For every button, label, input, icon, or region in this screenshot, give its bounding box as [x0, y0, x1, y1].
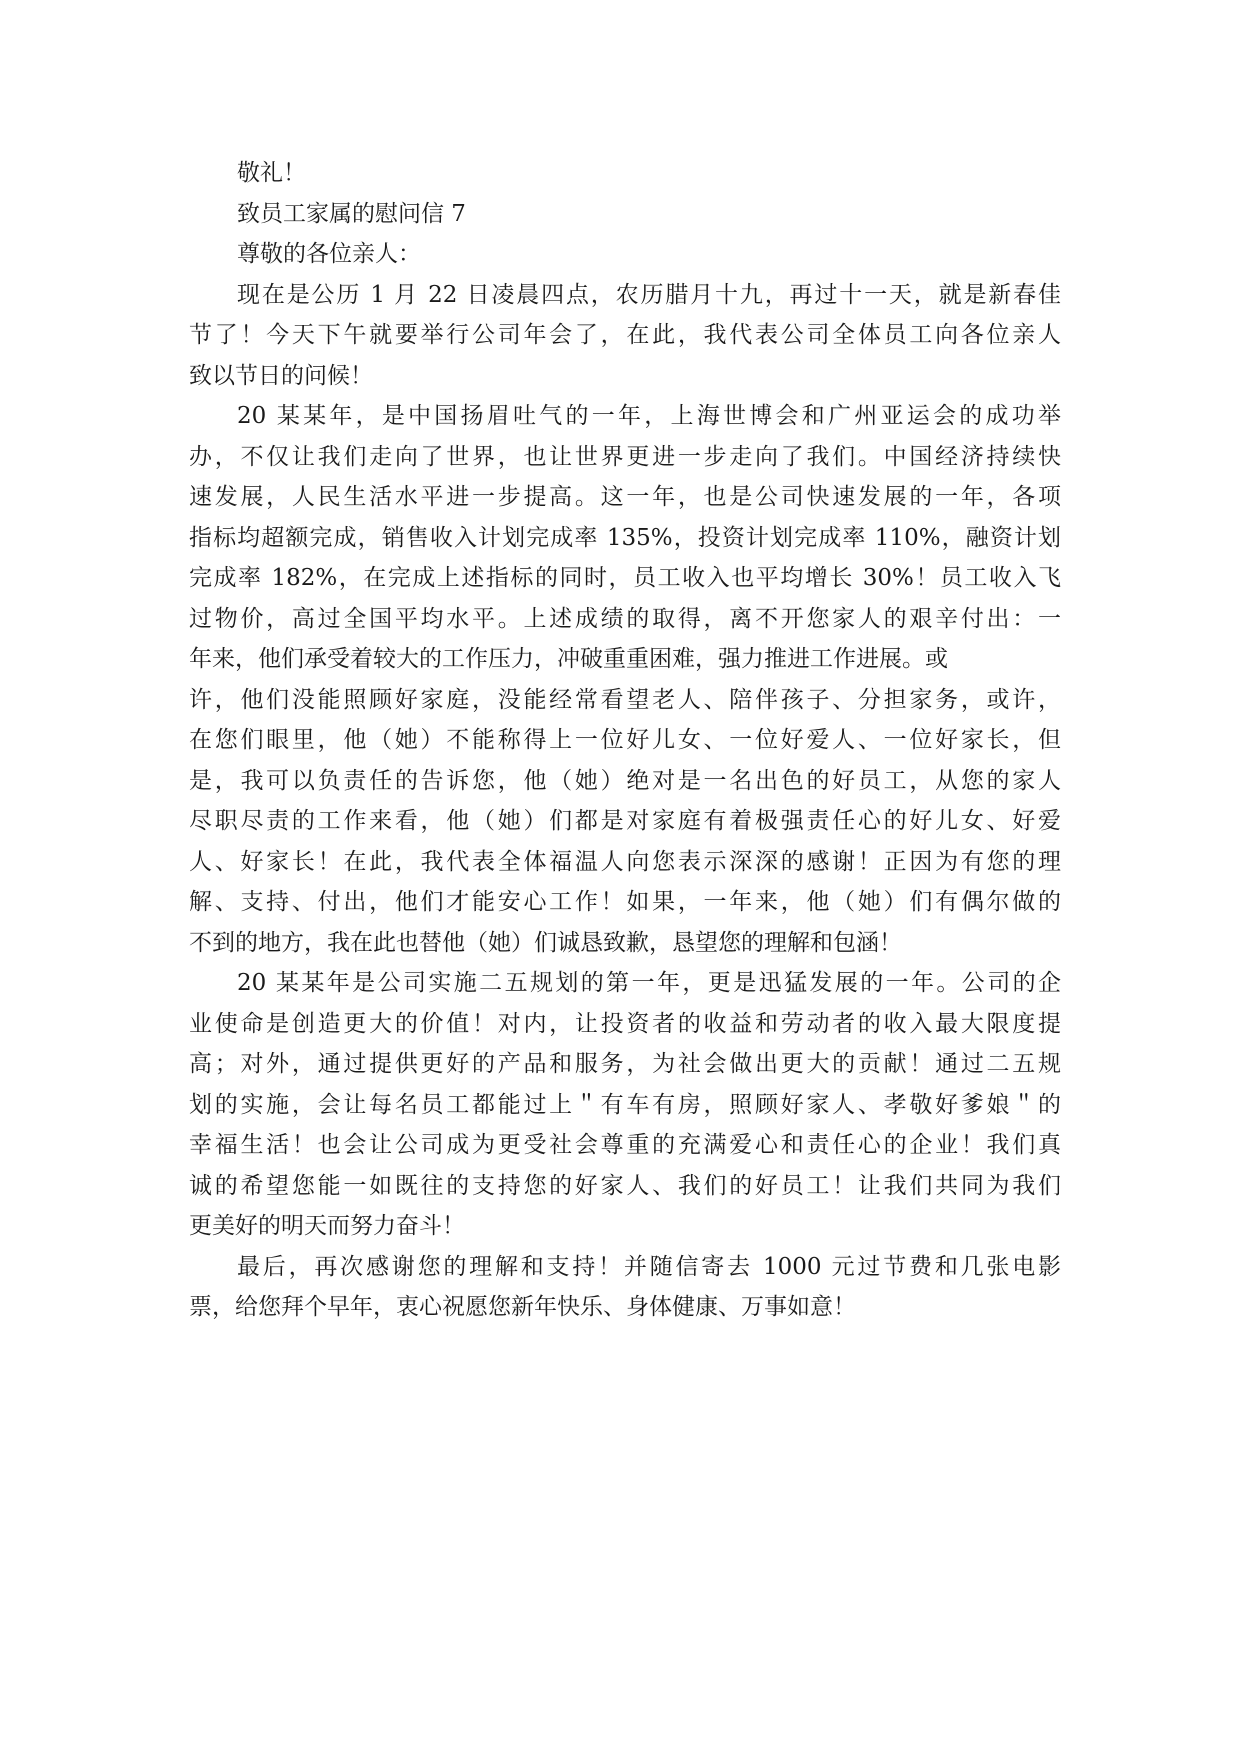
paragraph-line: 诚的希望您能一如既往的支持您的好家人、我们的好员工！让我们共同为我们 [189, 1172, 1061, 1199]
paragraph-line: 办，不仅让我们走向了世界，也让世界更进一步走向了我们。中国经济持续快 [189, 443, 1061, 470]
paragraph-line: 指标均超额完成，销售收入计划完成率 135%，投资计划完成率 110%，融资计划 [189, 524, 1061, 551]
paragraph-line: 20 某某年，是中国扬眉吐气的一年，上海世博会和广州亚运会的成功举 [237, 403, 1061, 429]
paragraph-line: 速发展，人民生活水平进一步提高。这一年，也是公司快速发展的一年，各项 [189, 484, 1061, 510]
paragraph-line: 解、支持、付出，他们才能安心工作！如果，一年来，他（她）们有偶尔做的 [189, 889, 1061, 915]
letter-body [189, 153, 1061, 1328]
paragraph-line: 在您们眼里，他（她）不能称得上一位好儿女、一位好爱人、一位好家长，但 [189, 727, 1061, 753]
paragraph-line: 年来，他们承受着较大的工作压力，冲破重重困难，强力推进工作进展。或 [189, 646, 948, 672]
paragraph-line: 不到的地方，我在此也替他（她）们诚恳致歉，恳望您的理解和包涵！ [189, 929, 902, 956]
letter-title: 致员工家属的慰问信 7 [237, 200, 466, 227]
paragraph-line: 票，给您拜个早年，衷心祝愿您新年快乐、身体健康、万事如意！ [189, 1294, 856, 1320]
paragraph-line: 是，我可以负责任的告诉您，他（她）绝对是一名出色的好员工，从您的家人 [189, 767, 1061, 794]
paragraph-1 [189, 275, 1061, 397]
paragraph-line: 尽职尽责的工作来看，他（她）们都是对家庭有着极强责任心的好儿女、好爱 [189, 808, 1061, 834]
salutation: 尊敬的各位亲人： [237, 241, 421, 267]
paragraph-3 [189, 963, 1061, 1247]
paragraph-line: 最后，再次感谢您的理解和支持！并随信寄去 1000 元过节费和几张电影 [237, 1253, 1061, 1280]
closing-line: 敬礼！ [237, 160, 306, 186]
paragraph-line: 20 某某年是公司实施二五规划的第一年，更是迅猛发展的一年。公司的企 [237, 970, 1061, 996]
paragraph-line: 高；对外，通过提供更好的产品和服务，为社会做出更大的贡献！通过二五规 [189, 1051, 1061, 1077]
paragraph-line: 致以节日的问候！ [189, 362, 373, 389]
paragraph-line: 过物价，高过全国平均水平。上述成绩的取得，离不开您家人的艰辛付出：一 [189, 605, 1061, 632]
paragraph-line: 人、好家长！在此，我代表全体福温人向您表示深深的感谢！正因为有您的理 [189, 848, 1061, 875]
paragraph-line: 业使命是创造更大的价值！对内，让投资者的收益和劳动者的收入最大限度提 [189, 1010, 1061, 1037]
paragraph-2 [189, 396, 1061, 963]
paragraph-line: 现在是公历 1 月 22 日凌晨四点，农历腊月十九，再过十一天，就是新春佳 [237, 281, 1061, 308]
paragraph-line: 许，他们没能照顾好家庭，没能经常看望老人、陪伴孩子、分担家务，或许， [189, 686, 1061, 713]
paragraph-line: 更美好的明天而努力奋斗！ [189, 1213, 465, 1239]
paragraph-4 [189, 1247, 1061, 1328]
paragraph-line: 完成率 182%，在完成上述指标的同时，员工收入也平均增长 30%！员工收入飞 [189, 565, 1061, 591]
paragraph-line: 节了！今天下午就要举行公司年会了，在此，我代表公司全体员工向各位亲人 [189, 322, 1061, 348]
paragraph-line: 幸福生活！也会让公司成为更受社会尊重的充满爱心和责任心的企业！我们真 [189, 1132, 1061, 1158]
paragraph-line: 划的实施，会让每名员工都能过上＂有车有房，照顾好家人、孝敬好爹娘＂的 [189, 1091, 1061, 1118]
